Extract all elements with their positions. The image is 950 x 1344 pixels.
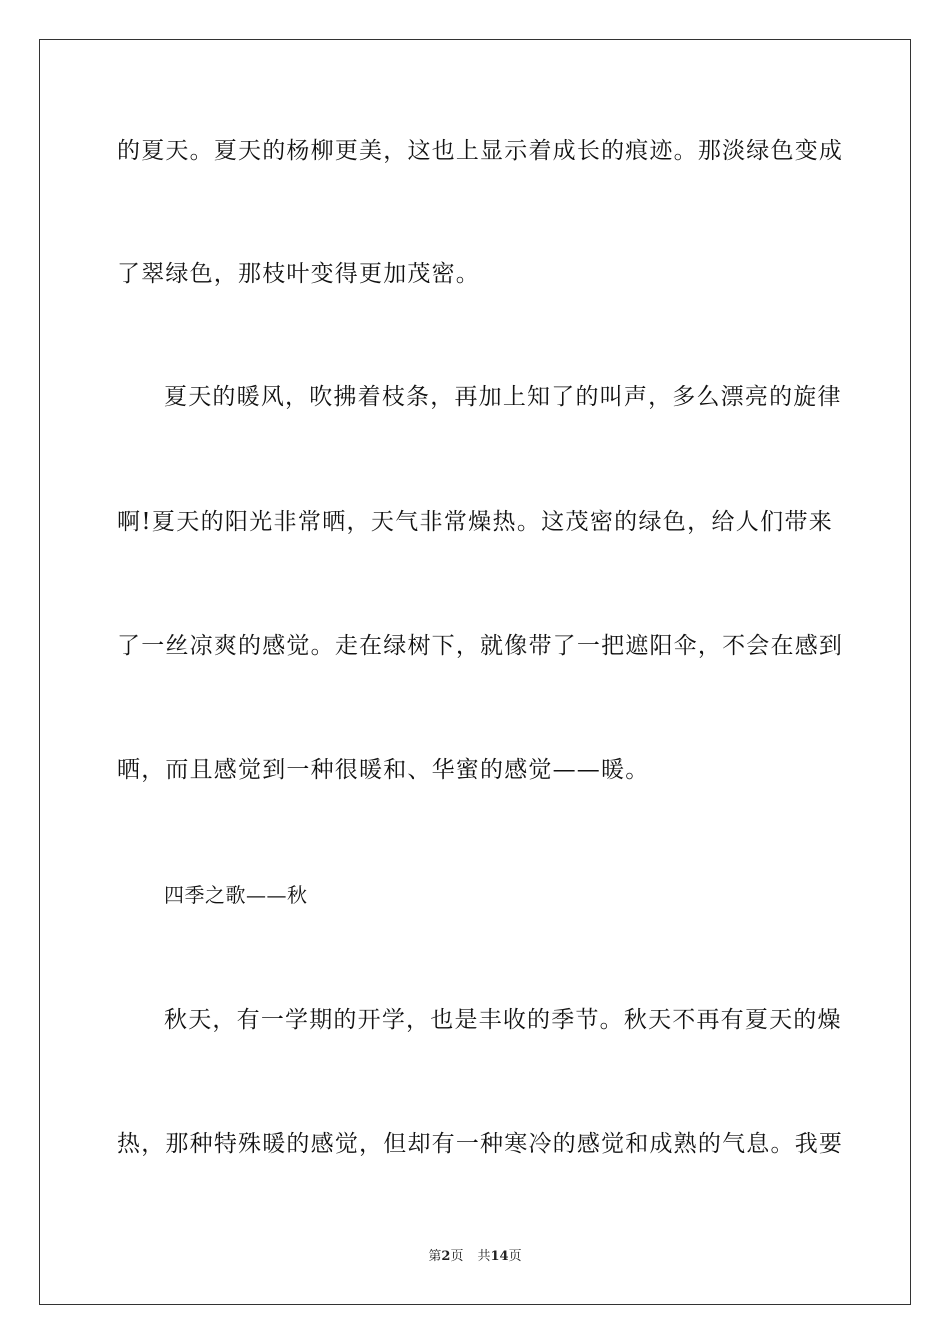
page-border — [39, 39, 911, 1305]
paragraph-line: 热 ， 那 种 特 殊 暖 的 感 觉 ， 但 却 有 一 种 寒 冷 的 感 觉 和 成 熟 的 气 息 。 我 要 — [117, 1131, 844, 1157]
page-footer — [0, 1249, 950, 1265]
total-prefix: 共 — [477, 1249, 491, 1264]
paragraph-line: 了 一 丝 凉 爽 的 感 觉 。 走 在 绿 树 下 ， 就 像 带 了 一 把 遮 阳 伞 ， 不 会 在 感 到 — [117, 633, 844, 659]
paragraph-line: 啊 ! 夏 天 的 阳 光 非 常 晒 ， 天 气 非 常 燥 热 。 这 茂 密 的 绿 色 ， 给 人 们 带 来 — [117, 509, 833, 535]
total-suffix: 页 — [508, 1249, 522, 1264]
page-prefix: 第 — [428, 1249, 442, 1264]
paragraph-line: 了翠绿色，那枝叶变得更加茂密。 — [117, 261, 480, 287]
paragraph-line: 晒，而且感觉到一种很暖和、华蜜的感觉——暖。 — [117, 757, 650, 783]
paragraph-line: 的 夏 天 。 夏 天 的 杨 柳 更 美 ， 这 也 上 显 示 着 成 长 的 痕 迹 。 那 淡 绿 色 变 成 — [117, 138, 844, 164]
section-heading: 四季之歌——秋 — [164, 883, 308, 907]
page-number: 2 — [441, 1249, 451, 1264]
total-pages: 14 — [490, 1249, 509, 1264]
paragraph-line: 秋 天 ， 有 一 学 期 的 开 学 ， 也 是 丰 收 的 季 节 。 秋 天 不 再 有 夏 天 的 燥 — [164, 1007, 842, 1033]
page-suffix: 页 — [450, 1249, 464, 1264]
paragraph-line: 夏 天 的 暖 风 ， 吹 拂 着 枝 条 ， 再 加 上 知 了 的 叫 声 ， 多 么 漂 亮 的 旋 律 — [164, 384, 842, 410]
